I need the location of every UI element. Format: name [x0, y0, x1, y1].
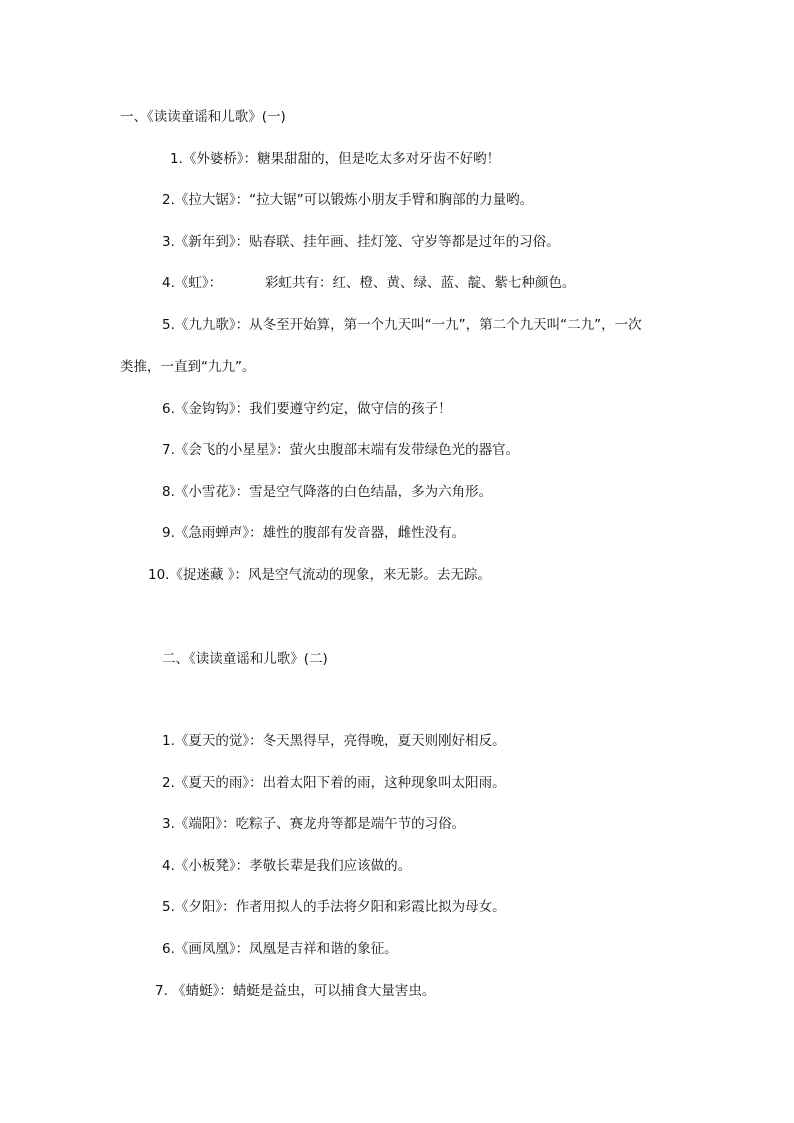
- list-item: 10.《捉迷藏 》：风是空气流动的现象，来无影。去无踪。: [148, 567, 492, 583]
- list-item: 4.《虹》： 彩虹共有：红、橙、黄、绿、蓝、靛、紫七种颜色。: [162, 275, 576, 291]
- list-item: 7. 《蜻蜓》：蜻蜓是益虫，可以捕食大量害虫。: [155, 983, 436, 999]
- list-item-continuation: 类推，一直到“九九”。: [120, 359, 256, 375]
- list-item: 3.《新年到》：贴春联、挂年画、挂灯笼、守岁等都是过年的习俗。: [162, 234, 560, 250]
- list-item: 5.《九九歌》：从冬至开始算，第一个九天叫“一九”，第二个九天叫“二九”，一次: [162, 317, 642, 333]
- list-item: 1.《夏天的觉》：冬天黑得早，亮得晚，夏天则刚好相反。: [162, 733, 506, 749]
- list-item: 2.《夏天的雨》：出着太阳下着的雨，这种现象叫太阳雨。: [162, 775, 506, 791]
- list-item: 7.《会飞的小星星》：萤火虫腹部末端有发带绿色光的器官。: [162, 442, 520, 458]
- list-item: 5.《夕阳》：作者用拟人的手法将夕阳和彩霞比拟为母女。: [162, 899, 506, 915]
- list-item: 4.《小板凳》：孝敬长辈是我们应该做的。: [162, 858, 412, 874]
- list-item: 6.《画凤凰》：凤凰是吉祥和谐的象征。: [162, 941, 398, 957]
- section-1-heading: 一、《读读童谣和儿歌》(一): [120, 109, 286, 125]
- list-item: 2.《拉大锯》：“拉大锯”可以锻炼小朋友手臂和胸部的力量哟。: [162, 192, 534, 208]
- list-item: 9.《急雨蝉声》：雄性的腹部有发音器，雌性没有。: [162, 525, 466, 541]
- list-item: 6.《金钩钩》：我们要遵守约定，做守信的孩子！: [162, 401, 452, 417]
- list-item: 1.《外婆桥》：糖果甜甜的，但是吃太多对牙齿不好哟！: [170, 151, 501, 167]
- list-item: 8.《小雪花》：雪是空气降落的白色结晶，多为六角形。: [162, 484, 493, 500]
- list-item: 3.《端阳》：吃粽子、赛龙舟等都是端午节的习俗。: [162, 816, 466, 832]
- section-2-heading: 二、《读读童谣和儿歌》(二): [162, 651, 328, 667]
